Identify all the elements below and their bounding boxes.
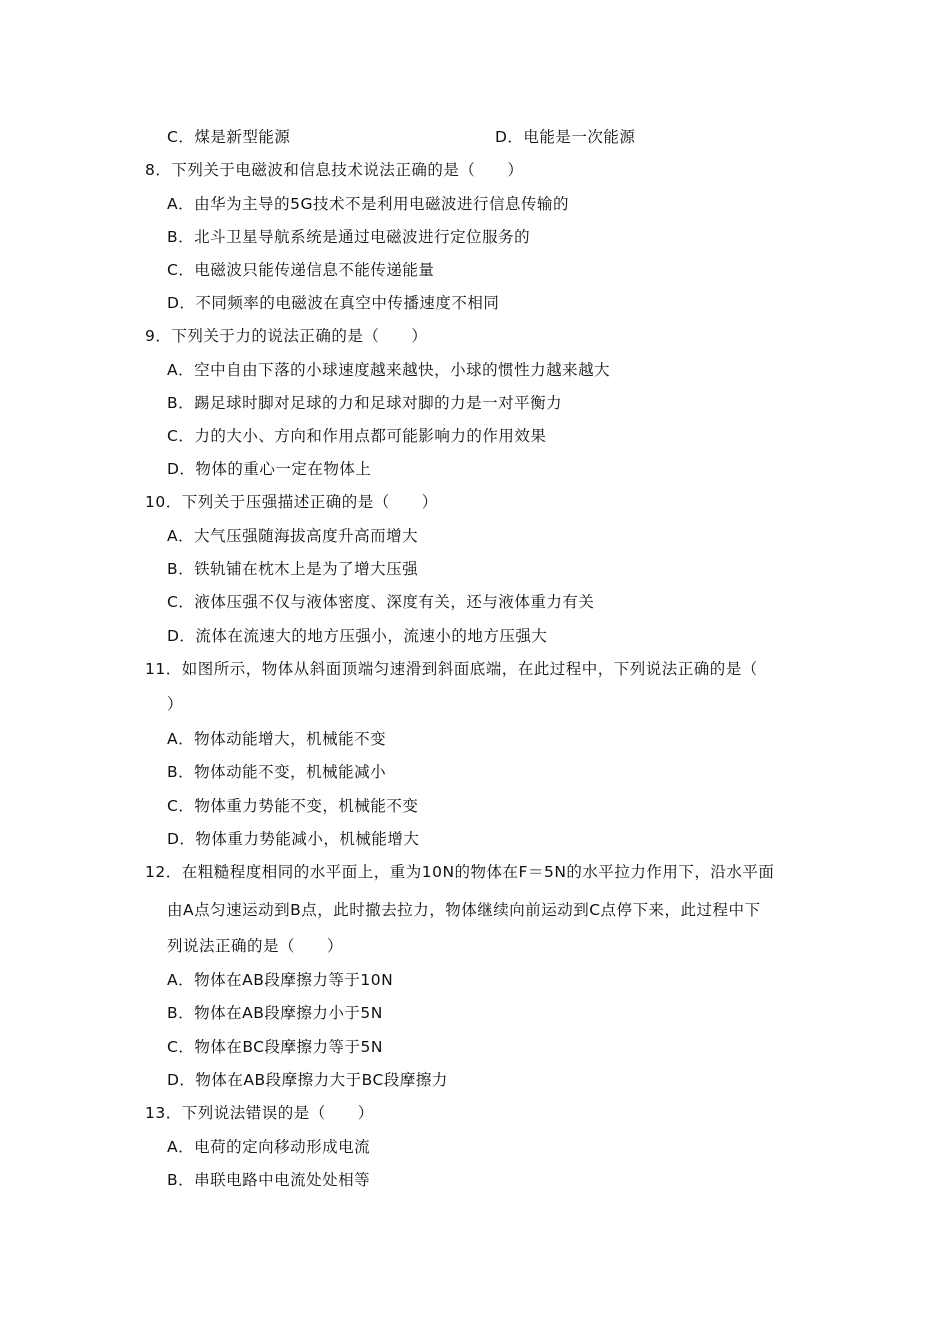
q11-option-b: B．物体动能不变，机械能减小 bbox=[167, 763, 387, 781]
q8-option-a: A．由华为主导的5G技术不是利用电磁波进行信息传输的 bbox=[167, 195, 569, 213]
q12-stem-continuation-2: 列说法正确的是（ ） bbox=[167, 937, 344, 955]
q10-option-d: D．流体在流速大的地方压强小，流速小的地方压强大 bbox=[167, 627, 548, 645]
q11-option-c: C．物体重力势能不变，机械能不变 bbox=[167, 797, 419, 815]
q9-option-c: C．力的大小、方向和作用点都可能影响力的作用效果 bbox=[167, 427, 547, 445]
q11-stem-continuation: ） bbox=[167, 695, 184, 713]
q12-stem: 12．在粗糙程度相同的水平面上，重为10N的物体在F＝5N的水平拉力作用下，沿水平面 bbox=[145, 863, 775, 881]
q10-option-c: C．液体压强不仅与液体密度、深度有关，还与液体重力有关 bbox=[167, 593, 595, 611]
q12-stem-continuation-1: 由A点匀速运动到B点，此时撤去拉力，物体继续向前运动到C点停下来，此过程中下 bbox=[167, 901, 761, 919]
q9-option-a: A．空中自由下落的小球速度越来越快，小球的惯性力越来越大 bbox=[167, 361, 611, 379]
q11-stem: 11．如图所示，物体从斜面顶端匀速滑到斜面底端，在此过程中，下列说法正确的是（ bbox=[145, 660, 758, 678]
q12-option-a: A．物体在AB段摩擦力等于10N bbox=[167, 971, 394, 989]
q10-stem: 10．下列关于压强描述正确的是（ ） bbox=[145, 493, 438, 511]
q9-stem: 9．下列关于力的说法正确的是（ ） bbox=[145, 327, 428, 345]
q8-option-b: B．北斗卫星导航系统是通过电磁波进行定位服务的 bbox=[167, 228, 531, 246]
q11-option-d: D．物体重力势能减小，机械能增大 bbox=[167, 830, 420, 848]
q12-option-c: C．物体在BC段摩擦力等于5N bbox=[167, 1038, 383, 1056]
q8-option-d: D．不同频率的电磁波在真空中传播速度不相同 bbox=[167, 294, 500, 312]
q9-option-d: D．物体的重心一定在物体上 bbox=[167, 460, 372, 478]
q7-option-c: C．煤是新型能源 bbox=[167, 128, 291, 146]
q13-option-a: A．电荷的定向移动形成电流 bbox=[167, 1138, 371, 1156]
q8-stem: 8．下列关于电磁波和信息技术说法正确的是（ ） bbox=[145, 161, 524, 179]
q9-option-b: B．踢足球时脚对足球的力和足球对脚的力是一对平衡力 bbox=[167, 394, 563, 412]
q11-option-a: A．物体动能增大，机械能不变 bbox=[167, 730, 387, 748]
q12-option-b: B．物体在AB段摩擦力小于5N bbox=[167, 1004, 383, 1022]
q7-option-d: D．电能是一次能源 bbox=[495, 128, 636, 146]
q13-option-b: B．串联电路中电流处处相等 bbox=[167, 1171, 371, 1189]
q8-option-c: C．电磁波只能传递信息不能传递能量 bbox=[167, 261, 435, 279]
q13-stem: 13．下列说法错误的是（ ） bbox=[145, 1104, 374, 1122]
q10-option-b: B．铁轨铺在枕木上是为了增大压强 bbox=[167, 560, 419, 578]
q12-option-d: D．物体在AB段摩擦力大于BC段摩擦力 bbox=[167, 1071, 448, 1089]
q10-option-a: A．大气压强随海拔高度升高而增大 bbox=[167, 527, 419, 545]
